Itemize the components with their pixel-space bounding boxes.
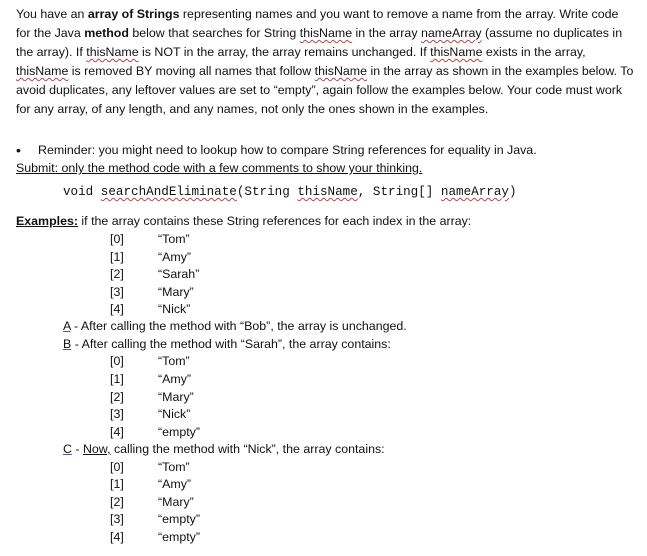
- array-value: “Mary”: [158, 390, 194, 404]
- case-b-letter: B: [63, 337, 72, 351]
- submit-instruction: Submit: only the method code with a few comments to show your thinking.: [16, 161, 423, 175]
- intro-text: representing names and you want to remove a name from the array. Write code for the Java: [16, 7, 619, 40]
- array-value: “Sarah”: [158, 267, 200, 281]
- code-param-namearray: nameArray: [440, 185, 509, 199]
- identifier-thisname: thisName: [86, 45, 139, 59]
- array-value: “Tom”: [158, 232, 190, 246]
- case-c: [63, 442, 385, 456]
- array-value: “Tom”: [158, 460, 190, 474]
- case-c-text: calling the method with “Nick”, the array contains:: [110, 442, 385, 456]
- intro-text: You have an: [16, 7, 88, 21]
- case-a-text: - After calling the method with “Bob”, the array is unchanged.: [70, 319, 407, 333]
- array-value: “Amy”: [158, 477, 192, 491]
- bullet-icon: •: [16, 142, 21, 158]
- array-value: “empty”: [158, 530, 200, 544]
- array-value: “Mary”: [158, 495, 194, 509]
- examples-label: Examples:: [16, 214, 78, 228]
- intro-text: (assume no duplicates in the array). If: [16, 26, 623, 59]
- array-index: [0]: [110, 460, 124, 474]
- case-c-letter: C: [63, 442, 72, 456]
- array-index: [2]: [110, 495, 124, 509]
- array-index: [3]: [110, 285, 124, 299]
- array-index: [0]: [110, 232, 124, 246]
- reminder-text: Reminder: you might need to lookup how to compare String references for equality in Java.: [38, 143, 537, 157]
- code-param-thisname: thisName: [297, 185, 358, 199]
- bold-array-of-strings: array of Strings: [87, 7, 180, 21]
- identifier-thisname: thisName: [314, 64, 368, 78]
- intro-text: below that searches for String: [128, 26, 300, 40]
- array-value: “empty”: [158, 512, 200, 526]
- array-index: [1]: [110, 250, 124, 264]
- case-b: [63, 337, 391, 351]
- array-value: “Nick”: [158, 302, 191, 316]
- problem-description: [16, 5, 636, 119]
- intro-text: is NOT in the array, the array remains unchanged. If: [138, 45, 431, 59]
- code-text: , String[]: [357, 185, 441, 199]
- array-index: [2]: [110, 267, 124, 281]
- array-value: “Mary”: [158, 285, 194, 299]
- case-b-text: - After calling the method with “Sarah”, the array contains:: [71, 337, 391, 351]
- bold-method: method: [84, 26, 129, 40]
- array-index: [4]: [110, 302, 124, 316]
- case-a-letter: A: [63, 319, 71, 333]
- array-index: [4]: [110, 530, 124, 544]
- intro-text: is removed BY moving all names that follow: [68, 64, 315, 78]
- method-signature: [63, 185, 517, 199]
- array-value: “Nick”: [158, 407, 191, 421]
- array-value: “Tom”: [158, 354, 190, 368]
- identifier-thisname: thisName: [16, 64, 69, 78]
- intro-text: in the array as shown in the examples below. To avoid duplicates, any leftover values are set to “empty”, again follow the examples below. Your code must work for any array, of any length, and any names, not only the ones shown in the examples.: [16, 64, 634, 116]
- code-text: (String: [236, 185, 298, 199]
- code-text: ): [508, 185, 517, 199]
- case-c-now: Now,: [82, 442, 111, 456]
- intro-text: in the array: [352, 26, 421, 40]
- identifier-namearray: nameArray: [420, 26, 482, 40]
- case-a: [63, 319, 407, 333]
- array-index: [3]: [110, 512, 124, 526]
- array-index: [2]: [110, 390, 124, 404]
- array-index: [1]: [110, 372, 124, 386]
- identifier-thisname: thisName: [299, 26, 353, 40]
- array-value: “empty”: [158, 425, 200, 439]
- examples-heading: [16, 214, 471, 228]
- code-keyword: void: [63, 185, 101, 199]
- array-index: [0]: [110, 354, 124, 368]
- intro-text: exists in the array,: [482, 45, 586, 59]
- array-index: [4]: [110, 425, 124, 439]
- case-c-dash: -: [71, 442, 83, 456]
- examples-text: if the array contains these String references for each index in the array:: [77, 214, 472, 228]
- array-index: [1]: [110, 477, 124, 491]
- identifier-thisname: thisName: [430, 45, 483, 59]
- array-index: [3]: [110, 407, 124, 421]
- code-method-name: searchAndEliminate: [100, 185, 237, 199]
- array-value: “Amy”: [158, 372, 192, 386]
- array-value: “Amy”: [158, 250, 192, 264]
